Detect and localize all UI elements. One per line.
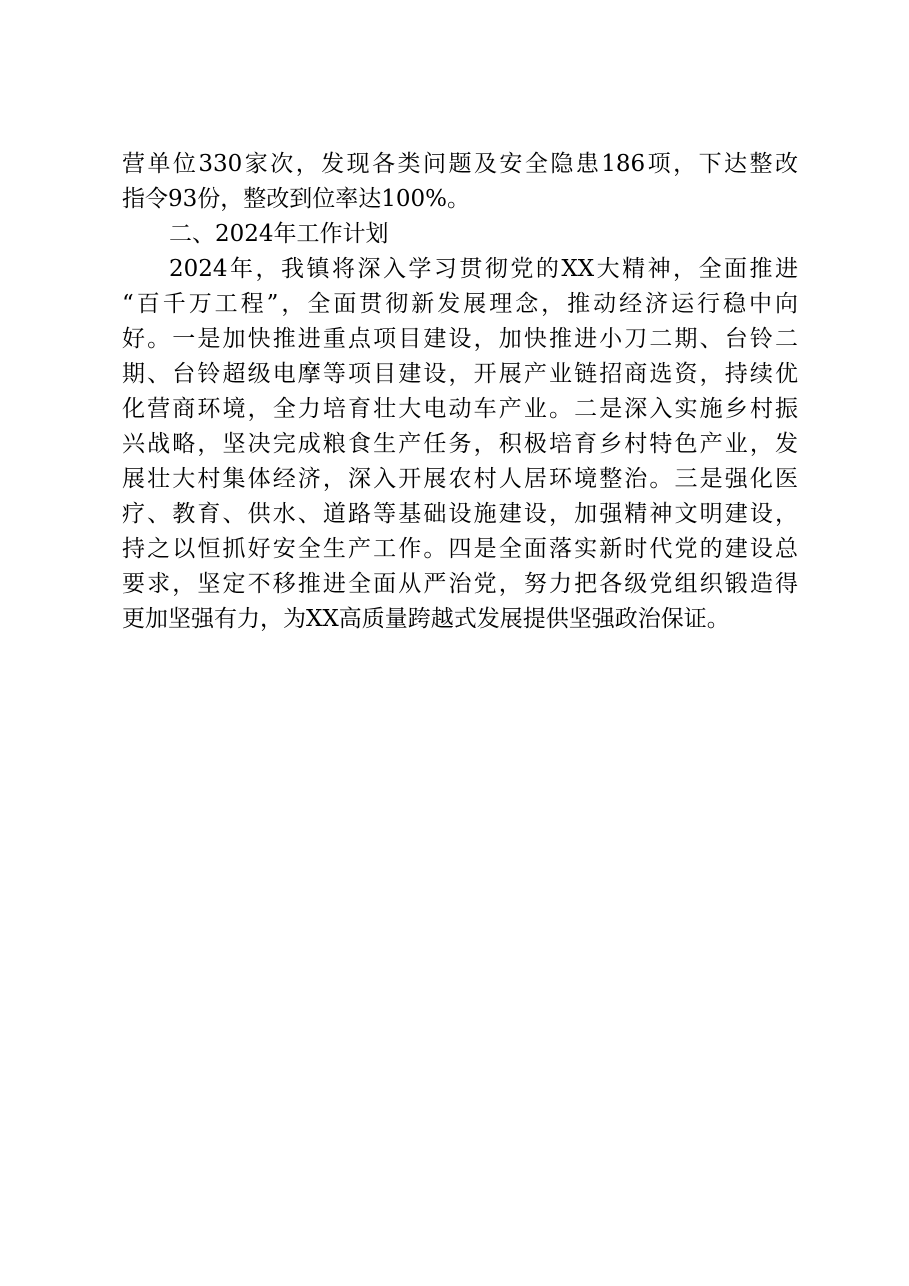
paragraph-line: 2024年，我镇将深入学习贯彻党的XX大精神，全面推进 (169, 256, 798, 282)
paragraph-line: 持之以恒抓好安全生产工作。四是全面落实新时代党的建设总 (122, 536, 798, 562)
paragraph-work-plan (122, 252, 798, 637)
paragraph-inspection-results (122, 147, 798, 217)
paragraph-line: 化营商环境，全力培育壮大电动车产业。二是深入实施乡村振 (122, 396, 798, 422)
paragraph-line: 营单位330家次，发现各类问题及安全隐患186项，下达整改 (122, 151, 798, 177)
paragraph-line: 疗、教育、供水、道路等基础设施建设，加强精神文明建设， (122, 501, 798, 527)
paragraph-line: 兴战略，坚决完成粮食生产任务，积极培育乡村特色产业，发 (122, 431, 798, 457)
document-body (122, 147, 798, 637)
paragraph-line: “百千万工程”，全面贯彻新发展理念，推动经济运行稳中向 (122, 291, 798, 317)
paragraph-line: 要求，坚定不移推进全面从严治党，努力把各级党组织锻造得 (122, 571, 798, 597)
paragraph-line: 更加坚强有力，为XX高质量跨越式发展提供坚强政治保证。 (122, 606, 730, 632)
paragraph-line: 展壮大村集体经济，深入开展农村人居环境整治。三是强化医 (122, 466, 798, 492)
section-heading: 二、2024年工作计划 (169, 221, 389, 247)
paragraph-line: 好。一是加快推进重点项目建设，加快推进小刀二期、台铃二 (122, 326, 798, 352)
paragraph-line: 期、台铃超级电摩等项目建设，开展产业链招商选资，持续优 (122, 361, 798, 387)
paragraph-line: 指令93份，整改到位率达100%。 (122, 186, 471, 212)
